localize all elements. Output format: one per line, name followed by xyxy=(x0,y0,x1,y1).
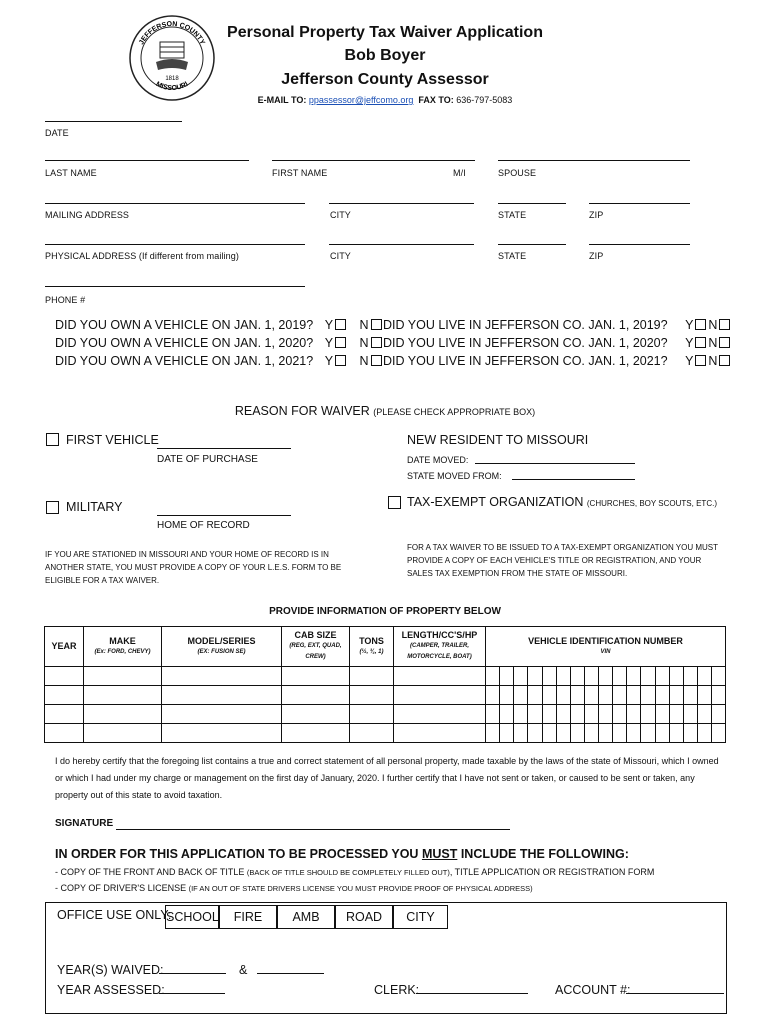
office-cell-city[interactable]: CITY xyxy=(393,905,448,929)
vin-digit-cell[interactable] xyxy=(656,686,670,704)
date-of-purchase-field[interactable] xyxy=(157,448,291,449)
table-cell[interactable] xyxy=(394,724,486,743)
vin-digit-cell[interactable] xyxy=(613,724,627,742)
clerk-field[interactable] xyxy=(416,993,528,994)
column-header: YEAR xyxy=(45,627,84,667)
mailing-city-field[interactable] xyxy=(329,203,474,204)
vin-digit-cell[interactable] xyxy=(599,686,613,704)
vin-digit-cell[interactable] xyxy=(557,667,571,685)
vin-digit-cell[interactable] xyxy=(712,667,725,685)
fax-label: FAX TO: xyxy=(418,95,454,105)
home-of-record-field[interactable] xyxy=(157,515,291,516)
mailing-address-field[interactable] xyxy=(45,203,305,204)
live-2021-no-checkbox[interactable] xyxy=(719,355,730,366)
vin-digit-cell[interactable] xyxy=(670,667,684,685)
office-name: Jefferson County Assessor xyxy=(281,71,489,88)
vin-digit-cell[interactable] xyxy=(613,686,627,704)
question-live-2021: DID YOU LIVE IN JEFFERSON CO. JAN. 1, 2021? Y N xyxy=(383,354,732,368)
vin-digit-cell[interactable] xyxy=(528,686,542,704)
physical-zip-field[interactable] xyxy=(589,244,690,245)
seal-top-text: JEFFERSON COUNTY xyxy=(138,20,206,46)
table-cell[interactable] xyxy=(282,667,350,686)
vin-digit-cell[interactable] xyxy=(514,667,528,685)
own-2020-yes-checkbox[interactable] xyxy=(335,337,346,348)
years-waived-label: YEAR(S) WAIVED: xyxy=(57,963,164,977)
mailing-zip-label: ZIP xyxy=(589,210,604,220)
spouse-field[interactable] xyxy=(498,160,690,161)
date-field[interactable] xyxy=(45,121,182,122)
mailing-state-field[interactable] xyxy=(498,203,566,204)
table-cell[interactable] xyxy=(45,686,84,705)
new-resident-label: NEW RESIDENT TO MISSOURI xyxy=(407,433,589,447)
own-2020-no-checkbox[interactable] xyxy=(371,337,382,348)
vin-digit-cell[interactable] xyxy=(656,705,670,723)
phone-label: PHONE # xyxy=(45,295,86,305)
question-own-2021: DID YOU OWN A VEHICLE ON JAN. 1, 2021? Y N xyxy=(55,354,384,368)
question-live-2019: DID YOU LIVE IN JEFFERSON CO. JAN. 1, 2019? Y N xyxy=(383,318,732,332)
signature-field[interactable] xyxy=(116,829,510,830)
state-moved-from-field[interactable] xyxy=(512,479,635,480)
table-cell[interactable] xyxy=(350,686,394,705)
table-cell[interactable] xyxy=(162,724,282,743)
mailing-zip-field[interactable] xyxy=(589,203,690,204)
vin-digit-cell[interactable] xyxy=(486,724,500,742)
vin-digit-cell[interactable] xyxy=(684,667,698,685)
vin-digit-cell[interactable] xyxy=(543,705,557,723)
vin-digit-cell[interactable] xyxy=(571,686,585,704)
table-cell[interactable] xyxy=(486,667,726,686)
date-of-purchase-label: DATE OF PURCHASE xyxy=(157,454,258,465)
date-label: DATE xyxy=(45,128,69,138)
vin-digit-cell[interactable] xyxy=(528,724,542,742)
vin-digit-cell[interactable] xyxy=(486,705,500,723)
clerk-label: CLERK: xyxy=(374,983,420,997)
table-cell[interactable] xyxy=(282,705,350,724)
table-cell[interactable] xyxy=(350,667,394,686)
table-cell[interactable] xyxy=(350,724,394,743)
own-2019-no-checkbox[interactable] xyxy=(371,319,382,330)
last-name-label: LAST NAME xyxy=(45,168,97,178)
account-field[interactable] xyxy=(626,993,724,994)
vin-digit-cell[interactable] xyxy=(599,724,613,742)
vin-digit-cell[interactable] xyxy=(641,686,655,704)
office-cell-fire[interactable]: FIRE xyxy=(219,905,277,929)
vin-digit-cell[interactable] xyxy=(514,686,528,704)
seal-bottom-text: MISSOURI xyxy=(154,80,190,93)
office-cell-amb[interactable]: AMB xyxy=(277,905,335,929)
vin-digit-cell[interactable] xyxy=(599,705,613,723)
requirement-license: - COPY OF DRIVER'S LICENSE (IF AN OUT OF STATE DRIVERS LICENSE YOU MUST PROVIDE PROOF OF PHYSICAL ADDRESS) xyxy=(55,883,533,893)
live-2020-yes-checkbox[interactable] xyxy=(695,337,706,348)
years-waived-field-1[interactable] xyxy=(159,973,226,974)
property-heading: PROVIDE INFORMATION OF PROPERTY BELOW xyxy=(269,606,501,617)
own-2021-no-checkbox[interactable] xyxy=(371,355,382,366)
date-moved-label: DATE MOVED: xyxy=(407,455,469,465)
military-note: IF YOU ARE STATIONED IN MISSOURI AND YOUR HOME OF RECORD IS IN ANOTHER STATE, YOU MUST PROVIDE A COPY OF YOUR L.E.S. FORM TO BE ELIGIBLE FOR A TAX WAIVER. xyxy=(45,550,342,585)
table-cell[interactable] xyxy=(84,686,162,705)
table-cell[interactable] xyxy=(162,667,282,686)
table-row xyxy=(45,705,726,724)
vin-digit-cell[interactable] xyxy=(641,724,655,742)
vin-digit-cell[interactable] xyxy=(698,705,712,723)
signature-label: SIGNATURE xyxy=(55,818,114,829)
column-header: CAB SIZE (REG, EXT, QUAD, CREW) xyxy=(282,627,350,667)
vin-digit-cell[interactable] xyxy=(627,705,641,723)
vin-digit-cell[interactable] xyxy=(627,667,641,685)
vin-digit-cell[interactable] xyxy=(528,667,542,685)
vin-digit-cell[interactable] xyxy=(543,667,557,685)
year-assessed-field[interactable] xyxy=(159,993,225,994)
column-header: MODEL/SERIES (EX: FUSION SE) xyxy=(162,627,282,667)
reason-heading: REASON FOR WAIVER (PLEASE CHECK APPROPRIATE BOX) xyxy=(234,404,536,418)
vin-digit-cell[interactable] xyxy=(698,667,712,685)
question-own-2019: DID YOU OWN A VEHICLE ON JAN. 1, 2019? Y N xyxy=(55,318,384,332)
tax-exempt-label: TAX-EXEMPT ORGANIZATION (CHURCHES, BOY SCOUTS, ETC.) xyxy=(407,495,717,509)
vin-digit-cell[interactable] xyxy=(514,724,528,742)
vin-digit-cell[interactable] xyxy=(500,705,514,723)
physical-address-label: PHYSICAL ADDRESS (If different from mailing) xyxy=(45,251,239,261)
military-label: MILITARY xyxy=(66,500,123,514)
physical-city-label: CITY xyxy=(330,251,351,261)
table-cell[interactable] xyxy=(282,724,350,743)
requirement-title: - COPY OF THE FRONT AND BACK OF TITLE (BACK OF TITLE SHOULD BE COMPLETELY FILLED OUT), TITLE APPLICATION OR REGISTRATION FORM xyxy=(55,867,655,877)
vin-digit-cell[interactable] xyxy=(500,667,514,685)
own-2021-yes-checkbox[interactable] xyxy=(335,355,346,366)
table-cell[interactable] xyxy=(394,686,486,705)
own-2019-yes-checkbox[interactable] xyxy=(335,319,346,330)
table-cell[interactable] xyxy=(84,724,162,743)
phone-field[interactable] xyxy=(45,286,305,287)
certification-text: I do hereby certify that the foregoing list contains a true and correct statement of all personal property, made taxable by the laws of the state of Missouri, which I owned or which I had under my charge or management on the first day of January, 2020. I further certify that I have not sent or taken, or caused to be sent or taken, any property out of this state to avoid taxation. xyxy=(55,756,719,800)
table-row xyxy=(45,724,726,743)
mailing-address-label: MAILING ADDRESS xyxy=(45,210,130,220)
spouse-label: SPOUSE xyxy=(498,168,537,178)
table-row xyxy=(45,686,726,705)
live-2021-yes-checkbox[interactable] xyxy=(695,355,706,366)
table-cell[interactable] xyxy=(162,686,282,705)
email-label: E-MAIL TO: xyxy=(257,95,307,105)
table-cell[interactable] xyxy=(84,705,162,724)
vin-digit-cell[interactable] xyxy=(613,667,627,685)
office-use-label: OFFICE USE ONLY: xyxy=(57,908,172,922)
vin-digit-cell[interactable] xyxy=(670,724,684,742)
year-assessed-label: YEAR ASSESSED: xyxy=(57,983,165,997)
vin-digit-cell[interactable] xyxy=(627,724,641,742)
vin-digit-cell[interactable] xyxy=(500,686,514,704)
vin-digit-cell[interactable] xyxy=(557,724,571,742)
first-name-label: FIRST NAME xyxy=(272,168,328,178)
vin-digit-cell[interactable] xyxy=(557,705,571,723)
vin-digit-cell[interactable] xyxy=(712,686,725,704)
question-live-2020: DID YOU LIVE IN JEFFERSON CO. JAN. 1, 2020? Y N xyxy=(383,336,732,350)
tax-exempt-note: FOR A TAX WAIVER TO BE ISSUED TO A TAX-EXEMPT ORGANIZATION YOU MUST PROVIDE A COPY OF EACH VEHICLE'S TITLE OR REGISTRATION, AND YOUR SALES TAX EXEMPTION FROM THE STATE OF MISSOURI. xyxy=(407,543,718,578)
vin-digit-cell[interactable] xyxy=(514,705,528,723)
table-cell[interactable] xyxy=(350,705,394,724)
question-own-2020: DID YOU OWN A VEHICLE ON JAN. 1, 2020? Y N xyxy=(55,336,384,350)
vin-digit-cell[interactable] xyxy=(571,724,585,742)
vin-digit-cell[interactable] xyxy=(698,686,712,704)
live-2019-yes-checkbox[interactable] xyxy=(695,319,706,330)
vin-digit-cell[interactable] xyxy=(486,686,500,704)
vin-digit-cell[interactable] xyxy=(500,724,514,742)
vin-digit-cell[interactable] xyxy=(656,667,670,685)
table-cell[interactable] xyxy=(45,724,84,743)
physical-state-field[interactable] xyxy=(498,244,566,245)
vin-digit-cell[interactable] xyxy=(684,686,698,704)
office-cell-school[interactable]: SCHOOL xyxy=(165,905,219,929)
table-cell[interactable] xyxy=(394,667,486,686)
vin-digit-cell[interactable] xyxy=(670,705,684,723)
vin-digit-cell[interactable] xyxy=(641,667,655,685)
fax-number: 636-797-5083 xyxy=(456,95,513,105)
vin-digit-cell[interactable] xyxy=(486,667,500,685)
email-link[interactable]: ppassessor@jeffcomo.org xyxy=(308,95,414,105)
date-moved-field[interactable] xyxy=(475,463,635,464)
home-of-record-label: HOME OF RECORD xyxy=(157,520,250,531)
table-cell[interactable] xyxy=(282,686,350,705)
column-header: MAKE (Ex: FORD, CHEVY) xyxy=(84,627,162,667)
mailing-city-label: CITY xyxy=(330,210,351,220)
physical-city-field[interactable] xyxy=(329,244,474,245)
table-cell[interactable] xyxy=(45,705,84,724)
tax-exempt-checkbox[interactable] xyxy=(388,496,401,509)
vin-digit-cell[interactable] xyxy=(684,705,698,723)
column-header: LENGTH/CC'S/HP (CAMPER, TRAILER, MOTORCYCLE, BOAT) xyxy=(394,627,486,667)
seal-year: 1818 xyxy=(165,76,179,82)
military-checkbox[interactable] xyxy=(46,501,59,514)
vin-digit-cell[interactable] xyxy=(684,724,698,742)
vin-digit-cell[interactable] xyxy=(599,667,613,685)
vin-digit-cell[interactable] xyxy=(641,705,655,723)
vin-digit-cell[interactable] xyxy=(585,724,599,742)
first-vehicle-checkbox[interactable] xyxy=(46,433,59,446)
office-cell-road[interactable]: ROAD xyxy=(335,905,393,929)
vin-digit-cell[interactable] xyxy=(613,705,627,723)
table-cell[interactable] xyxy=(486,724,726,743)
contact-line xyxy=(180,95,590,105)
first-vehicle-label: FIRST VEHICLE xyxy=(66,433,159,447)
vin-digit-cell[interactable] xyxy=(557,686,571,704)
physical-state-label: STATE xyxy=(498,251,527,261)
last-name-field[interactable] xyxy=(45,160,249,161)
vin-digit-cell[interactable] xyxy=(585,686,599,704)
live-2020-no-checkbox[interactable] xyxy=(719,337,730,348)
vin-digit-cell[interactable] xyxy=(543,686,557,704)
years-waived-field-2[interactable] xyxy=(257,973,324,974)
vin-digit-cell[interactable] xyxy=(656,724,670,742)
physical-address-field[interactable] xyxy=(45,244,305,245)
vin-digit-cell[interactable] xyxy=(543,724,557,742)
assessor-name: Bob Boyer xyxy=(344,47,426,64)
table-cell[interactable] xyxy=(162,705,282,724)
table-cell[interactable] xyxy=(486,705,726,724)
vin-digit-cell[interactable] xyxy=(571,705,585,723)
table-row xyxy=(45,667,726,686)
account-label: ACCOUNT #: xyxy=(555,983,631,997)
vin-digit-cell[interactable] xyxy=(528,705,542,723)
vin-digit-cell[interactable] xyxy=(712,724,725,742)
form-title: Personal Property Tax Waiver Application xyxy=(227,24,543,41)
table-cell[interactable] xyxy=(394,705,486,724)
table-cell[interactable] xyxy=(45,667,84,686)
mailing-state-label: STATE xyxy=(498,210,527,220)
live-2019-no-checkbox[interactable] xyxy=(719,319,730,330)
vin-digit-cell[interactable] xyxy=(712,705,725,723)
middle-initial-label: M/I xyxy=(453,168,466,178)
property-table xyxy=(44,626,726,743)
first-name-field[interactable] xyxy=(272,160,475,161)
vin-digit-cell[interactable] xyxy=(627,686,641,704)
column-header: TONS (½, ¾, 1) xyxy=(350,627,394,667)
vin-digit-cell[interactable] xyxy=(670,686,684,704)
requirements-heading: IN ORDER FOR THIS APPLICATION TO BE PROCESSED YOU MUST INCLUDE THE FOLLOWING: xyxy=(55,847,629,861)
state-moved-from-label: STATE MOVED FROM: xyxy=(407,471,502,481)
vin-digit-cell[interactable] xyxy=(585,667,599,685)
vin-digit-cell[interactable] xyxy=(571,667,585,685)
physical-zip-label: ZIP xyxy=(589,251,604,261)
ampersand-label: & xyxy=(239,963,248,977)
table-cell[interactable] xyxy=(84,667,162,686)
table-cell[interactable] xyxy=(486,686,726,705)
vin-digit-cell[interactable] xyxy=(585,705,599,723)
vin-digit-cell[interactable] xyxy=(698,724,712,742)
column-header: VEHICLE IDENTIFICATION NUMBER VIN xyxy=(486,627,726,667)
